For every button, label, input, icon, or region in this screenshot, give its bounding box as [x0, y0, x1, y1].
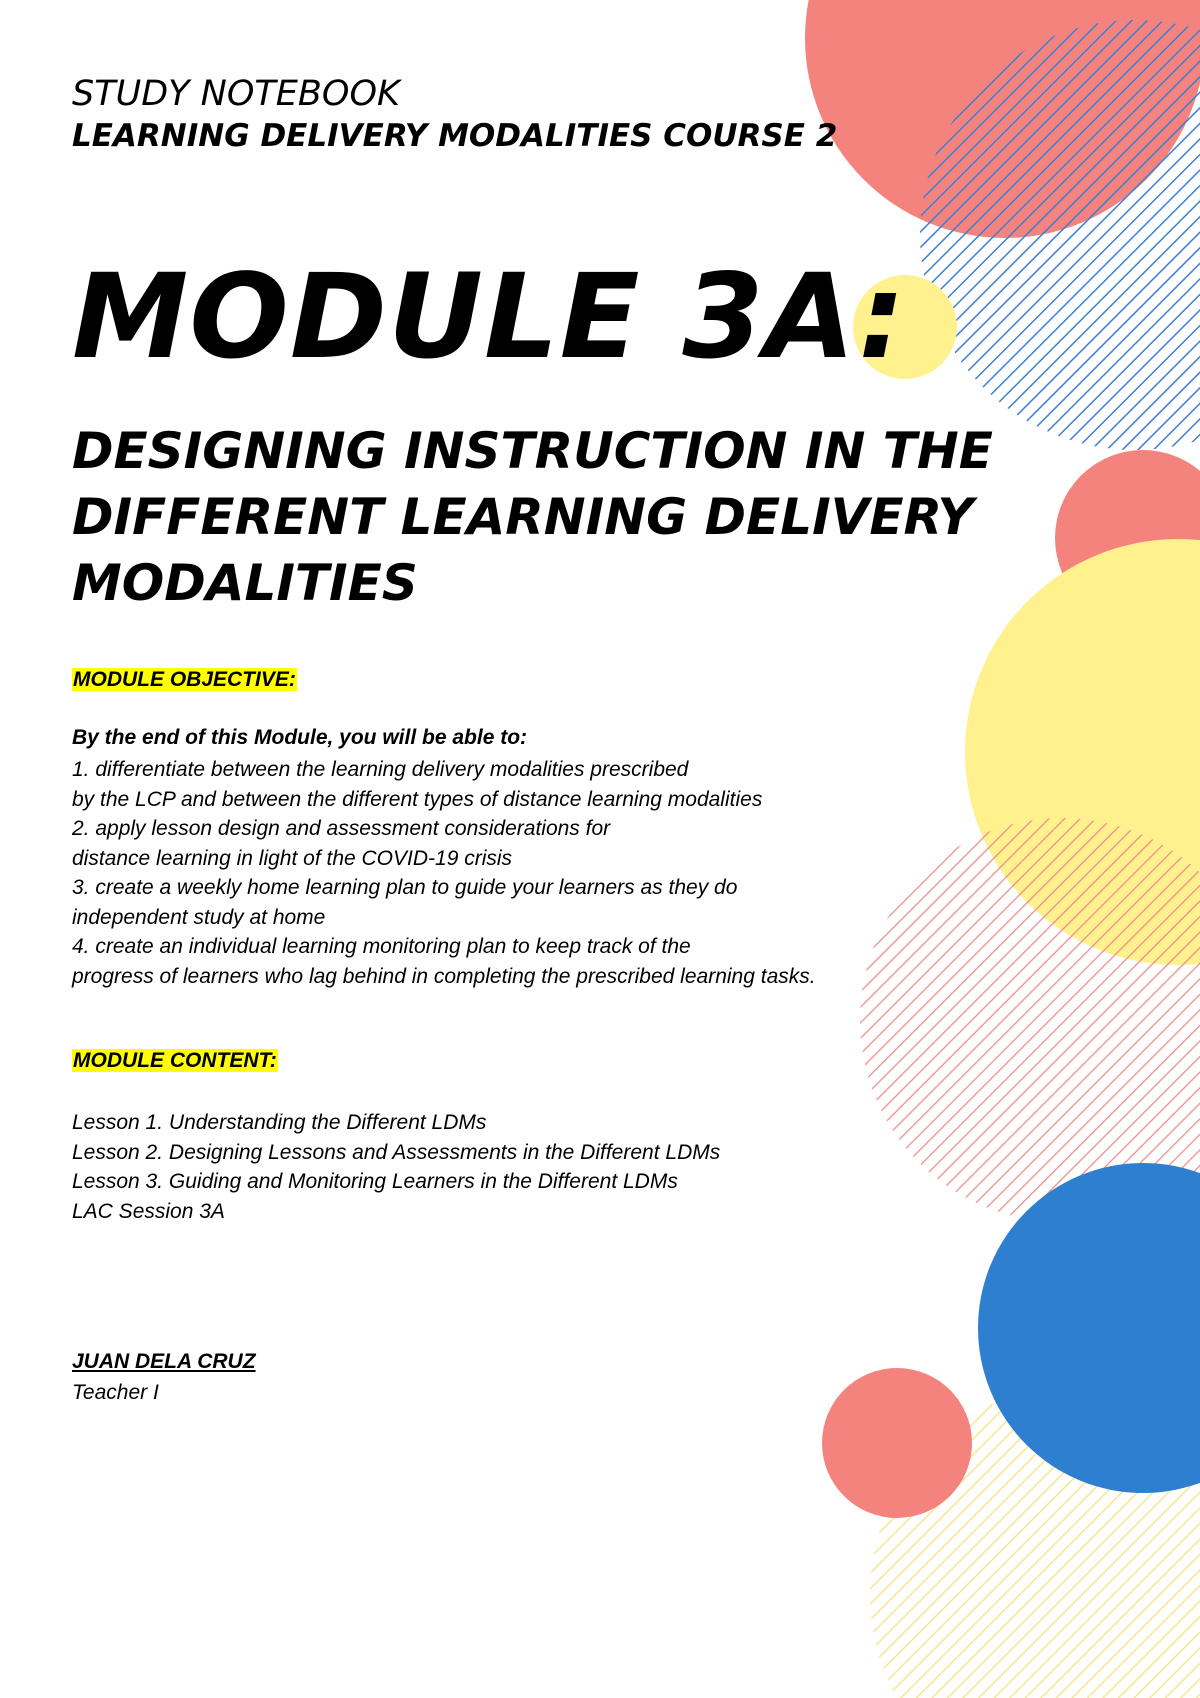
content-heading-text: MODULE CONTENT:	[73, 1049, 277, 1072]
content-heading	[72, 1049, 278, 1073]
subtitle-line: DESIGNING INSTRUCTION IN THE	[72, 422, 993, 480]
objective-line: progress of learners who lag behind in completing the prescribed learning tasks.	[72, 964, 816, 988]
objective-line: 4. create an individual learning monitoring plan to keep track of the	[72, 935, 691, 958]
objective-line: 3. create a weekly home learning plan to guide your learners as they do	[72, 876, 738, 899]
module-title: MODULE 3A:	[72, 248, 907, 385]
subtitle-line: MODALITIES	[72, 554, 418, 612]
subtitle-line: DIFFERENT LEARNING DELIVERY	[72, 488, 974, 546]
notebook-label: STUDY NOTEBOOK	[72, 74, 400, 114]
module-subtitle	[72, 418, 993, 616]
lesson-item: Lesson 2. Designing Lessons and Assessments in the Different LDMs	[72, 1140, 721, 1164]
objective-heading-text: MODULE OBJECTIVE:	[73, 668, 296, 691]
lesson-item: Lesson 3. Guiding and Monitoring Learners in the Different LDMs	[72, 1170, 678, 1193]
objective-line: distance learning in light of the COVID-19 crisis	[72, 846, 513, 870]
objective-heading	[72, 668, 297, 692]
objective-line: 2. apply lesson design and assessment considerations for	[72, 817, 611, 840]
objective-list	[72, 755, 972, 991]
author-role: Teacher I	[72, 1381, 159, 1404]
objective-intro: By the end of this Module, you will be able to:	[72, 726, 528, 749]
course-label: LEARNING DELIVERY MODALITIES COURSE 2	[72, 118, 838, 154]
author-name: JUAN DELA CRUZ	[72, 1350, 256, 1373]
objective-line: 1. differentiate between the learning delivery modalities prescribed	[72, 758, 689, 781]
objective-line: independent study at home	[72, 905, 326, 929]
lesson-item: Lesson 1. Understanding the Different LDMs	[72, 1111, 487, 1134]
lesson-list	[72, 1108, 720, 1226]
lesson-item: LAC Session 3A	[72, 1199, 225, 1223]
objective-line: by the LCP and between the different types of distance learning modalities	[72, 787, 763, 811]
coral-circle-bottom	[822, 1368, 972, 1518]
